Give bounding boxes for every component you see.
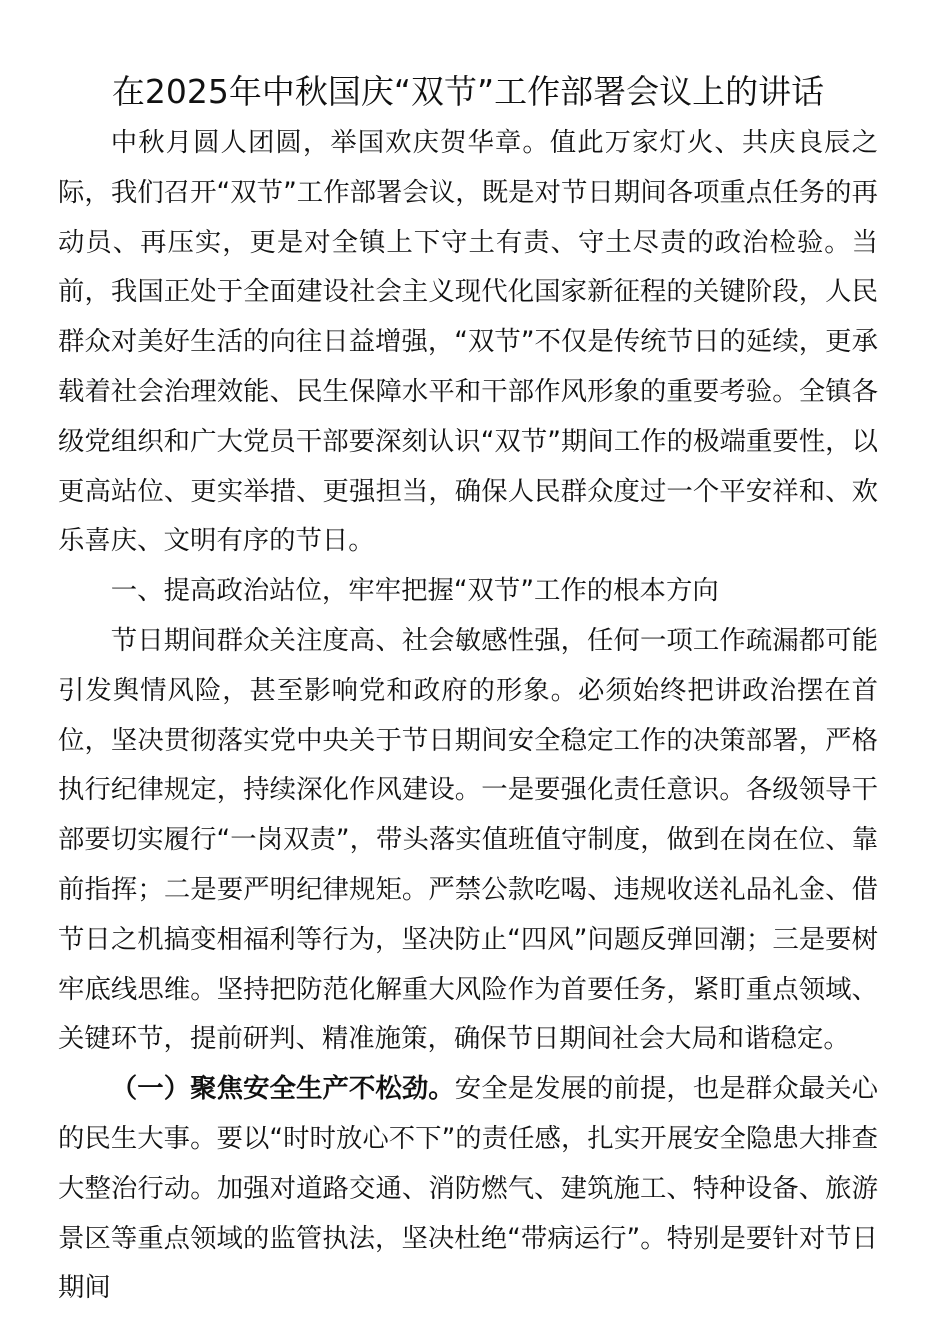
document-page: [58, 66, 878, 1313]
subsection-1-lead: （一）聚焦安全生产不松劲。: [110, 1073, 455, 1105]
document-title: 在2025年中秋国庆“双节”工作部署会议上的讲话: [111, 72, 825, 111]
subsection-1-body: 安全是发展的前提，也是群众最关心的民生大事。要以“时时放心不下”的责任感，扎实开展安全隐患大排查大整治行动。加强对道路交通、消防燃气、建筑施工、特种设备、旅游景区等重点领域的监管执法，坚决杜绝“带病运行”。特别是要针对节日期间: [58, 1073, 879, 1304]
intro-paragraph: 中秋月圆人团圆，举国欢庆贺华章。值此万家灯火、共庆良辰之际，我们召开“双节”工作部署会议，既是对节日期间各项重点任务的再动员、再压实，更是对全镇上下守土有责、守土尽责的政治检验。当前，我国正处于全面建设社会主义现代化国家新征程的关键阶段，人民群众对美好生活的向往日益增强，“双节”不仅是传统节日的延续，更承载着社会治理效能、民生保障水平和干部作风形象的重要考验。全镇各级党组织和广大党员干部要深刻认识“双节”期间工作的极端重要性，以更高站位、更实举措、更强担当，确保人民群众度过一个平安祥和、欢乐喜庆、文明有序的节日。: [58, 127, 878, 557]
subsection-1-paragraph: [58, 1064, 878, 1313]
section-1-heading: 一、提高政治站位，牢牢把握“双节”工作的根本方向: [110, 575, 719, 607]
section-1-paragraph: 节日期间群众关注度高、社会敏感性强，任何一项工作疏漏都可能引发舆情风险，甚至影响党和政府的形象。必须始终把讲政治摆在首位，坚决贯彻落实党中央关于节日期间安全稳定工作的决策部署，严格执行纪律规定，持续深化作风建设。一是要强化责任意识。各级领导干部要切实履行“一岗双责”，带头落实值班值守制度，做到在岗在位、靠前指挥；二是要严明纪律规矩。严禁公款吃喝、违规收送礼品礼金、借节日之机搞变相福利等行为，坚决防止“四风”问题反弹回潮；三是要树牢底线思维。坚持把防范化解重大风险作为首要任务，紧盯重点领域、关键环节，提前研判、精准施策，确保节日期间社会大局和谐稳定。: [58, 624, 878, 1055]
